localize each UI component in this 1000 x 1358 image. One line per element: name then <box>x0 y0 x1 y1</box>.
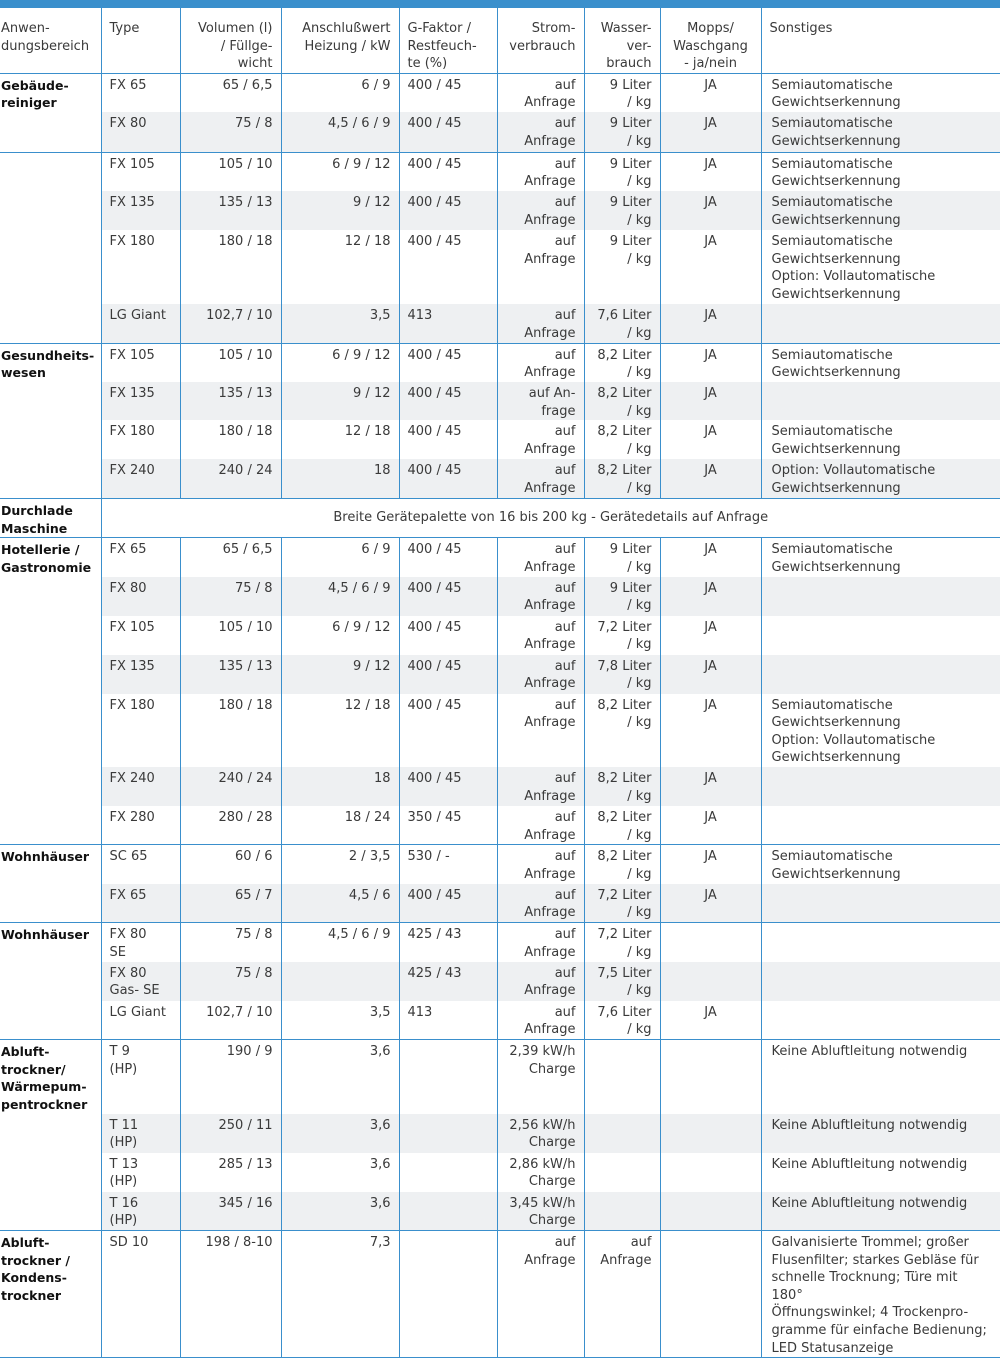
table-row <box>0 845 1000 884</box>
header-volumen: Volumen (l) / Füllge- wicht <box>180 8 281 73</box>
cell-g-faktor: 350 / 45 <box>399 806 497 845</box>
cell-g-faktor: 400 / 45 <box>399 191 497 230</box>
cell-wasserverbrauch: 8,2 Liter / kg <box>584 767 660 806</box>
cell-g-faktor: 400 / 45 <box>399 343 497 382</box>
cell-g-faktor: 425 / 43 <box>399 962 497 1001</box>
cell-area: Gesundheits- wesen <box>0 343 101 382</box>
cell-wasserverbrauch: 8,2 Liter / kg <box>584 420 660 459</box>
cell-sonstiges: Semiautomatische Gewichtserkennung <box>761 191 1000 230</box>
cell-type: FX 135 <box>101 191 180 230</box>
cell-wasserverbrauch: 8,2 Liter / kg <box>584 845 660 884</box>
table-row <box>0 498 1000 537</box>
cell-wasserverbrauch: 8,2 Liter / kg <box>584 806 660 845</box>
cell-g-faktor: 400 / 45 <box>399 655 497 694</box>
table-row <box>0 962 1000 1001</box>
header-anschlusswert: Anschlußwert Heizung / kW <box>281 8 399 73</box>
cell-wasserverbrauch: 7,2 Liter / kg <box>584 923 660 962</box>
cell-anschlusswert: 18 <box>281 459 399 498</box>
table-row <box>0 923 1000 962</box>
cell-g-faktor: 400 / 45 <box>399 382 497 420</box>
cell-area <box>0 767 101 806</box>
cell-area <box>0 806 101 845</box>
cell-sonstiges <box>761 767 1000 806</box>
cell-area <box>0 1114 101 1153</box>
cell-mopps: JA <box>660 304 761 343</box>
cell-area <box>0 112 101 152</box>
cell-mopps: JA <box>660 694 761 767</box>
cell-type: FX 135 <box>101 655 180 694</box>
header-g-faktor: G-Faktor / Restfeuch- te (%) <box>399 8 497 73</box>
cell-range-note: Breite Gerätepalette von 16 bis 200 kg - Gerätedetails auf Anfrage <box>101 498 1000 537</box>
cell-sonstiges <box>761 382 1000 420</box>
cell-anschlusswert: 3,6 <box>281 1153 399 1192</box>
table-row <box>0 1153 1000 1192</box>
cell-sonstiges: Semiautomatische Gewichtserkennung <box>761 73 1000 112</box>
cell-type: T 9 (HP) <box>101 1040 180 1114</box>
table-row <box>0 230 1000 304</box>
cell-g-faktor: 425 / 43 <box>399 923 497 962</box>
table-row <box>0 884 1000 923</box>
cell-volumen: 65 / 6,5 <box>180 538 281 577</box>
cell-stromverbrauch: auf Anfrage <box>497 343 584 382</box>
cell-sonstiges: Keine Abluftleitung notwendig <box>761 1114 1000 1153</box>
table-row <box>0 1231 1000 1358</box>
header-sonstiges: Sonstiges <box>761 8 1000 73</box>
cell-sonstiges: Semiautomatische Gewichtserkennung <box>761 112 1000 152</box>
cell-type: FX 80 Gas- SE <box>101 962 180 1001</box>
cell-area <box>0 304 101 343</box>
cell-wasserverbrauch: 7,2 Liter / kg <box>584 616 660 655</box>
cell-anschlusswert: 3,5 <box>281 1001 399 1040</box>
cell-volumen: 75 / 8 <box>180 923 281 962</box>
table-row <box>0 382 1000 420</box>
cell-sonstiges <box>761 806 1000 845</box>
cell-stromverbrauch: auf Anfrage <box>497 577 584 616</box>
cell-stromverbrauch: auf Anfrage <box>497 112 584 152</box>
cell-wasserverbrauch: 9 Liter / kg <box>584 538 660 577</box>
cell-stromverbrauch: auf An- frage <box>497 382 584 420</box>
header-wasserverbrauch: Wasser- ver- brauch <box>584 8 660 73</box>
cell-sonstiges <box>761 304 1000 343</box>
cell-stromverbrauch: auf Anfrage <box>497 1001 584 1040</box>
cell-sonstiges <box>761 655 1000 694</box>
cell-area <box>0 577 101 616</box>
cell-volumen: 180 / 18 <box>180 694 281 767</box>
cell-sonstiges: Option: Vollautomatische Gewichtserkennung <box>761 459 1000 498</box>
cell-wasserverbrauch: 7,5 Liter / kg <box>584 962 660 1001</box>
cell-mopps: JA <box>660 230 761 304</box>
cell-volumen: 345 / 16 <box>180 1192 281 1231</box>
cell-anschlusswert: 4,5 / 6 / 9 <box>281 112 399 152</box>
table-row <box>0 806 1000 845</box>
cell-volumen: 75 / 8 <box>180 962 281 1001</box>
cell-g-faktor <box>399 1114 497 1153</box>
cell-wasserverbrauch: 7,2 Liter / kg <box>584 884 660 923</box>
cell-type: T 16 (HP) <box>101 1192 180 1231</box>
cell-stromverbrauch: auf Anfrage <box>497 962 584 1001</box>
cell-area: Wohnhäuser <box>0 845 101 884</box>
cell-stromverbrauch: auf Anfrage <box>497 191 584 230</box>
table-row <box>0 459 1000 498</box>
cell-volumen: 75 / 8 <box>180 112 281 152</box>
table-row <box>0 152 1000 191</box>
cell-anschlusswert: 4,5 / 6 / 9 <box>281 923 399 962</box>
cell-anschlusswert: 6 / 9 <box>281 73 399 112</box>
table-row <box>0 112 1000 152</box>
cell-anschlusswert: 6 / 9 <box>281 538 399 577</box>
cell-g-faktor <box>399 1192 497 1231</box>
cell-g-faktor: 413 <box>399 1001 497 1040</box>
cell-type: FX 105 <box>101 152 180 191</box>
cell-sonstiges: Semiautomatische Gewichtserkennung <box>761 343 1000 382</box>
cell-sonstiges <box>761 923 1000 962</box>
cell-stromverbrauch: auf Anfrage <box>497 767 584 806</box>
cell-wasserverbrauch: 9 Liter / kg <box>584 577 660 616</box>
cell-mopps <box>660 1114 761 1153</box>
table-row <box>0 73 1000 112</box>
cell-volumen: 198 / 8-10 <box>180 1231 281 1358</box>
cell-g-faktor: 400 / 45 <box>399 538 497 577</box>
cell-stromverbrauch: auf Anfrage <box>497 616 584 655</box>
cell-stromverbrauch: auf Anfrage <box>497 420 584 459</box>
cell-wasserverbrauch: 8,2 Liter / kg <box>584 382 660 420</box>
cell-area <box>0 459 101 498</box>
cell-area: Abluft- trockner/ Wärmepum- pentrockner <box>0 1040 101 1114</box>
product-table <box>0 8 1000 1358</box>
cell-mopps: JA <box>660 191 761 230</box>
cell-mopps: JA <box>660 382 761 420</box>
cell-mopps: JA <box>660 112 761 152</box>
cell-volumen: 240 / 24 <box>180 767 281 806</box>
cell-type: T 11 (HP) <box>101 1114 180 1153</box>
cell-type: FX 105 <box>101 616 180 655</box>
cell-mopps <box>660 1153 761 1192</box>
cell-mopps: JA <box>660 767 761 806</box>
cell-g-faktor: 400 / 45 <box>399 112 497 152</box>
cell-area: Wohnhäuser <box>0 923 101 962</box>
cell-wasserverbrauch <box>584 1192 660 1231</box>
cell-g-faktor: 413 <box>399 304 497 343</box>
cell-sonstiges: Galvanisierte Trommel; großer Flusenfilter; starkes Gebläse für schnelle Trocknung; Türe mit 180° Öffnungswinkel; 4 Trockenpro- gramme für einfache Bedienung; LED Statusanzeige <box>761 1231 1000 1358</box>
cell-volumen: 240 / 24 <box>180 459 281 498</box>
cell-area <box>0 420 101 459</box>
cell-wasserverbrauch <box>584 1040 660 1114</box>
table-row <box>0 1001 1000 1040</box>
cell-volumen: 180 / 18 <box>180 230 281 304</box>
table-row <box>0 538 1000 577</box>
cell-sonstiges: Semiautomatische Gewichtserkennung <box>761 845 1000 884</box>
cell-mopps <box>660 962 761 1001</box>
header-accent-bar <box>0 0 1000 8</box>
cell-area <box>0 655 101 694</box>
cell-mopps <box>660 1231 761 1358</box>
cell-g-faktor: 400 / 45 <box>399 152 497 191</box>
cell-wasserverbrauch: 9 Liter / kg <box>584 230 660 304</box>
cell-area <box>0 962 101 1001</box>
cell-sonstiges: Semiautomatische Gewichtserkennung Option: Vollautomatische Gewichtserkennung <box>761 694 1000 767</box>
cell-stromverbrauch: auf Anfrage <box>497 845 584 884</box>
table-row <box>0 420 1000 459</box>
cell-anschlusswert: 12 / 18 <box>281 420 399 459</box>
cell-anschlusswert <box>281 962 399 1001</box>
cell-mopps: JA <box>660 538 761 577</box>
cell-area <box>0 884 101 923</box>
cell-area <box>0 1001 101 1040</box>
cell-g-faktor: 400 / 45 <box>399 694 497 767</box>
cell-type: FX 105 <box>101 343 180 382</box>
cell-anschlusswert: 9 / 12 <box>281 191 399 230</box>
cell-area <box>0 1153 101 1192</box>
cell-g-faktor: 400 / 45 <box>399 459 497 498</box>
cell-stromverbrauch: auf Anfrage <box>497 73 584 112</box>
cell-wasserverbrauch: 8,2 Liter / kg <box>584 459 660 498</box>
cell-sonstiges: Semiautomatische Gewichtserkennung <box>761 152 1000 191</box>
cell-stromverbrauch: auf Anfrage <box>497 304 584 343</box>
cell-wasserverbrauch: 7,6 Liter / kg <box>584 304 660 343</box>
cell-volumen: 105 / 10 <box>180 616 281 655</box>
cell-anschlusswert: 6 / 9 / 12 <box>281 616 399 655</box>
cell-type: FX 80 <box>101 112 180 152</box>
cell-volumen: 102,7 / 10 <box>180 1001 281 1040</box>
cell-area <box>0 382 101 420</box>
cell-wasserverbrauch: 9 Liter / kg <box>584 73 660 112</box>
cell-type: FX 240 <box>101 767 180 806</box>
cell-mopps: JA <box>660 616 761 655</box>
cell-volumen: 105 / 10 <box>180 343 281 382</box>
cell-sonstiges <box>761 962 1000 1001</box>
cell-mopps: JA <box>660 806 761 845</box>
cell-stromverbrauch: auf Anfrage <box>497 152 584 191</box>
cell-stromverbrauch: auf Anfrage <box>497 459 584 498</box>
cell-volumen: 60 / 6 <box>180 845 281 884</box>
cell-volumen: 280 / 28 <box>180 806 281 845</box>
cell-type: FX 80 <box>101 577 180 616</box>
cell-area <box>0 230 101 304</box>
cell-wasserverbrauch <box>584 1114 660 1153</box>
table-row <box>0 616 1000 655</box>
table-row <box>0 577 1000 616</box>
cell-area: Hotellerie / Gastronomie <box>0 538 101 577</box>
header-type: Type <box>101 8 180 73</box>
cell-g-faktor: 400 / 45 <box>399 73 497 112</box>
cell-anschlusswert: 3,5 <box>281 304 399 343</box>
cell-g-faktor: 400 / 45 <box>399 420 497 459</box>
table-row <box>0 1114 1000 1153</box>
header-row <box>0 8 1000 73</box>
cell-stromverbrauch: auf Anfrage <box>497 694 584 767</box>
cell-wasserverbrauch <box>584 1153 660 1192</box>
header-mopps: Mopps/ Waschgang - ja/nein <box>660 8 761 73</box>
cell-type: FX 280 <box>101 806 180 845</box>
cell-type: FX 80 SE <box>101 923 180 962</box>
cell-g-faktor <box>399 1231 497 1358</box>
cell-g-faktor <box>399 1040 497 1114</box>
cell-stromverbrauch: 3,45 kW/h Charge <box>497 1192 584 1231</box>
cell-anschlusswert: 3,6 <box>281 1114 399 1153</box>
cell-stromverbrauch: 2,39 kW/h Charge <box>497 1040 584 1114</box>
cell-volumen: 65 / 6,5 <box>180 73 281 112</box>
cell-stromverbrauch: auf Anfrage <box>497 655 584 694</box>
cell-wasserverbrauch: 9 Liter / kg <box>584 152 660 191</box>
cell-anschlusswert: 9 / 12 <box>281 655 399 694</box>
cell-volumen: 102,7 / 10 <box>180 304 281 343</box>
cell-anschlusswert: 4,5 / 6 / 9 <box>281 577 399 616</box>
cell-mopps: JA <box>660 1001 761 1040</box>
cell-mopps: JA <box>660 577 761 616</box>
cell-g-faktor: 400 / 45 <box>399 230 497 304</box>
cell-g-faktor: 400 / 45 <box>399 767 497 806</box>
cell-type: FX 65 <box>101 884 180 923</box>
cell-volumen: 65 / 7 <box>180 884 281 923</box>
table-row <box>0 694 1000 767</box>
cell-stromverbrauch: auf Anfrage <box>497 806 584 845</box>
cell-volumen: 105 / 10 <box>180 152 281 191</box>
cell-anschlusswert: 12 / 18 <box>281 694 399 767</box>
cell-area: Abluft- trockner / Kondens- trockner <box>0 1231 101 1358</box>
cell-wasserverbrauch: 9 Liter / kg <box>584 191 660 230</box>
cell-area: Gebäude- reiniger <box>0 73 101 112</box>
cell-anschlusswert: 9 / 12 <box>281 382 399 420</box>
cell-type: FX 65 <box>101 73 180 112</box>
cell-area: Durchlade Maschine <box>0 498 101 537</box>
cell-mopps: JA <box>660 73 761 112</box>
cell-g-faktor <box>399 1153 497 1192</box>
table-row <box>0 1192 1000 1231</box>
cell-g-faktor: 400 / 45 <box>399 616 497 655</box>
table-row <box>0 304 1000 343</box>
cell-area <box>0 694 101 767</box>
cell-stromverbrauch: auf Anfrage <box>497 1231 584 1358</box>
cell-sonstiges <box>761 884 1000 923</box>
cell-type: FX 180 <box>101 420 180 459</box>
cell-sonstiges: Keine Abluftleitung notwendig <box>761 1040 1000 1114</box>
cell-volumen: 180 / 18 <box>180 420 281 459</box>
cell-mopps: JA <box>660 420 761 459</box>
cell-mopps <box>660 1192 761 1231</box>
cell-anschlusswert: 18 / 24 <box>281 806 399 845</box>
cell-anschlusswert: 3,6 <box>281 1040 399 1114</box>
header-stromverbrauch: Strom- verbrauch <box>497 8 584 73</box>
cell-area <box>0 616 101 655</box>
cell-type: T 13 (HP) <box>101 1153 180 1192</box>
cell-mopps: JA <box>660 845 761 884</box>
cell-mopps: JA <box>660 459 761 498</box>
cell-type: LG Giant <box>101 1001 180 1040</box>
cell-g-faktor: 400 / 45 <box>399 884 497 923</box>
cell-volumen: 250 / 11 <box>180 1114 281 1153</box>
cell-anschlusswert: 6 / 9 / 12 <box>281 343 399 382</box>
cell-anschlusswert: 4,5 / 6 <box>281 884 399 923</box>
cell-sonstiges <box>761 577 1000 616</box>
cell-volumen: 135 / 13 <box>180 655 281 694</box>
cell-wasserverbrauch: auf Anfrage <box>584 1231 660 1358</box>
cell-mopps: JA <box>660 152 761 191</box>
cell-volumen: 75 / 8 <box>180 577 281 616</box>
cell-stromverbrauch: 2,56 kW/h Charge <box>497 1114 584 1153</box>
header-anwendungsbereich: Anwen- dungsbereich <box>0 8 101 73</box>
cell-g-faktor: 530 / - <box>399 845 497 884</box>
cell-stromverbrauch: auf Anfrage <box>497 538 584 577</box>
table-row <box>0 191 1000 230</box>
cell-mopps: JA <box>660 343 761 382</box>
cell-volumen: 135 / 13 <box>180 191 281 230</box>
cell-anschlusswert: 3,6 <box>281 1192 399 1231</box>
table-row <box>0 767 1000 806</box>
cell-anschlusswert: 7,3 <box>281 1231 399 1358</box>
cell-type: FX 135 <box>101 382 180 420</box>
cell-stromverbrauch: 2,86 kW/h Charge <box>497 1153 584 1192</box>
table-row <box>0 655 1000 694</box>
cell-sonstiges: Semiautomatische Gewichtserkennung <box>761 420 1000 459</box>
cell-anschlusswert: 6 / 9 / 12 <box>281 152 399 191</box>
cell-type: FX 240 <box>101 459 180 498</box>
cell-stromverbrauch: auf Anfrage <box>497 884 584 923</box>
cell-sonstiges <box>761 616 1000 655</box>
cell-wasserverbrauch: 8,2 Liter / kg <box>584 343 660 382</box>
cell-sonstiges: Semiautomatische Gewichtserkennung Option: Vollautomatische Gewichtserkennung <box>761 230 1000 304</box>
cell-type: FX 65 <box>101 538 180 577</box>
cell-volumen: 285 / 13 <box>180 1153 281 1192</box>
cell-type: SC 65 <box>101 845 180 884</box>
cell-stromverbrauch: auf Anfrage <box>497 923 584 962</box>
cell-volumen: 190 / 9 <box>180 1040 281 1114</box>
cell-mopps <box>660 1040 761 1114</box>
cell-type: LG Giant <box>101 304 180 343</box>
cell-sonstiges <box>761 1001 1000 1040</box>
cell-wasserverbrauch: 8,2 Liter / kg <box>584 694 660 767</box>
cell-type: FX 180 <box>101 230 180 304</box>
cell-mopps: JA <box>660 655 761 694</box>
table-row <box>0 343 1000 382</box>
cell-anschlusswert: 2 / 3,5 <box>281 845 399 884</box>
cell-area <box>0 191 101 230</box>
cell-wasserverbrauch: 9 Liter / kg <box>584 112 660 152</box>
cell-area <box>0 152 101 191</box>
cell-volumen: 135 / 13 <box>180 382 281 420</box>
cell-wasserverbrauch: 7,8 Liter / kg <box>584 655 660 694</box>
cell-anschlusswert: 12 / 18 <box>281 230 399 304</box>
cell-g-faktor: 400 / 45 <box>399 577 497 616</box>
cell-type: SD 10 <box>101 1231 180 1358</box>
cell-wasserverbrauch: 7,6 Liter / kg <box>584 1001 660 1040</box>
cell-anschlusswert: 18 <box>281 767 399 806</box>
cell-stromverbrauch: auf Anfrage <box>497 230 584 304</box>
table-row <box>0 1040 1000 1114</box>
cell-type: FX 180 <box>101 694 180 767</box>
cell-area <box>0 1192 101 1231</box>
cell-mopps <box>660 923 761 962</box>
cell-sonstiges: Keine Abluftleitung notwendig <box>761 1192 1000 1231</box>
cell-sonstiges: Keine Abluftleitung notwendig <box>761 1153 1000 1192</box>
cell-mopps: JA <box>660 884 761 923</box>
cell-sonstiges: Semiautomatische Gewichtserkennung <box>761 538 1000 577</box>
